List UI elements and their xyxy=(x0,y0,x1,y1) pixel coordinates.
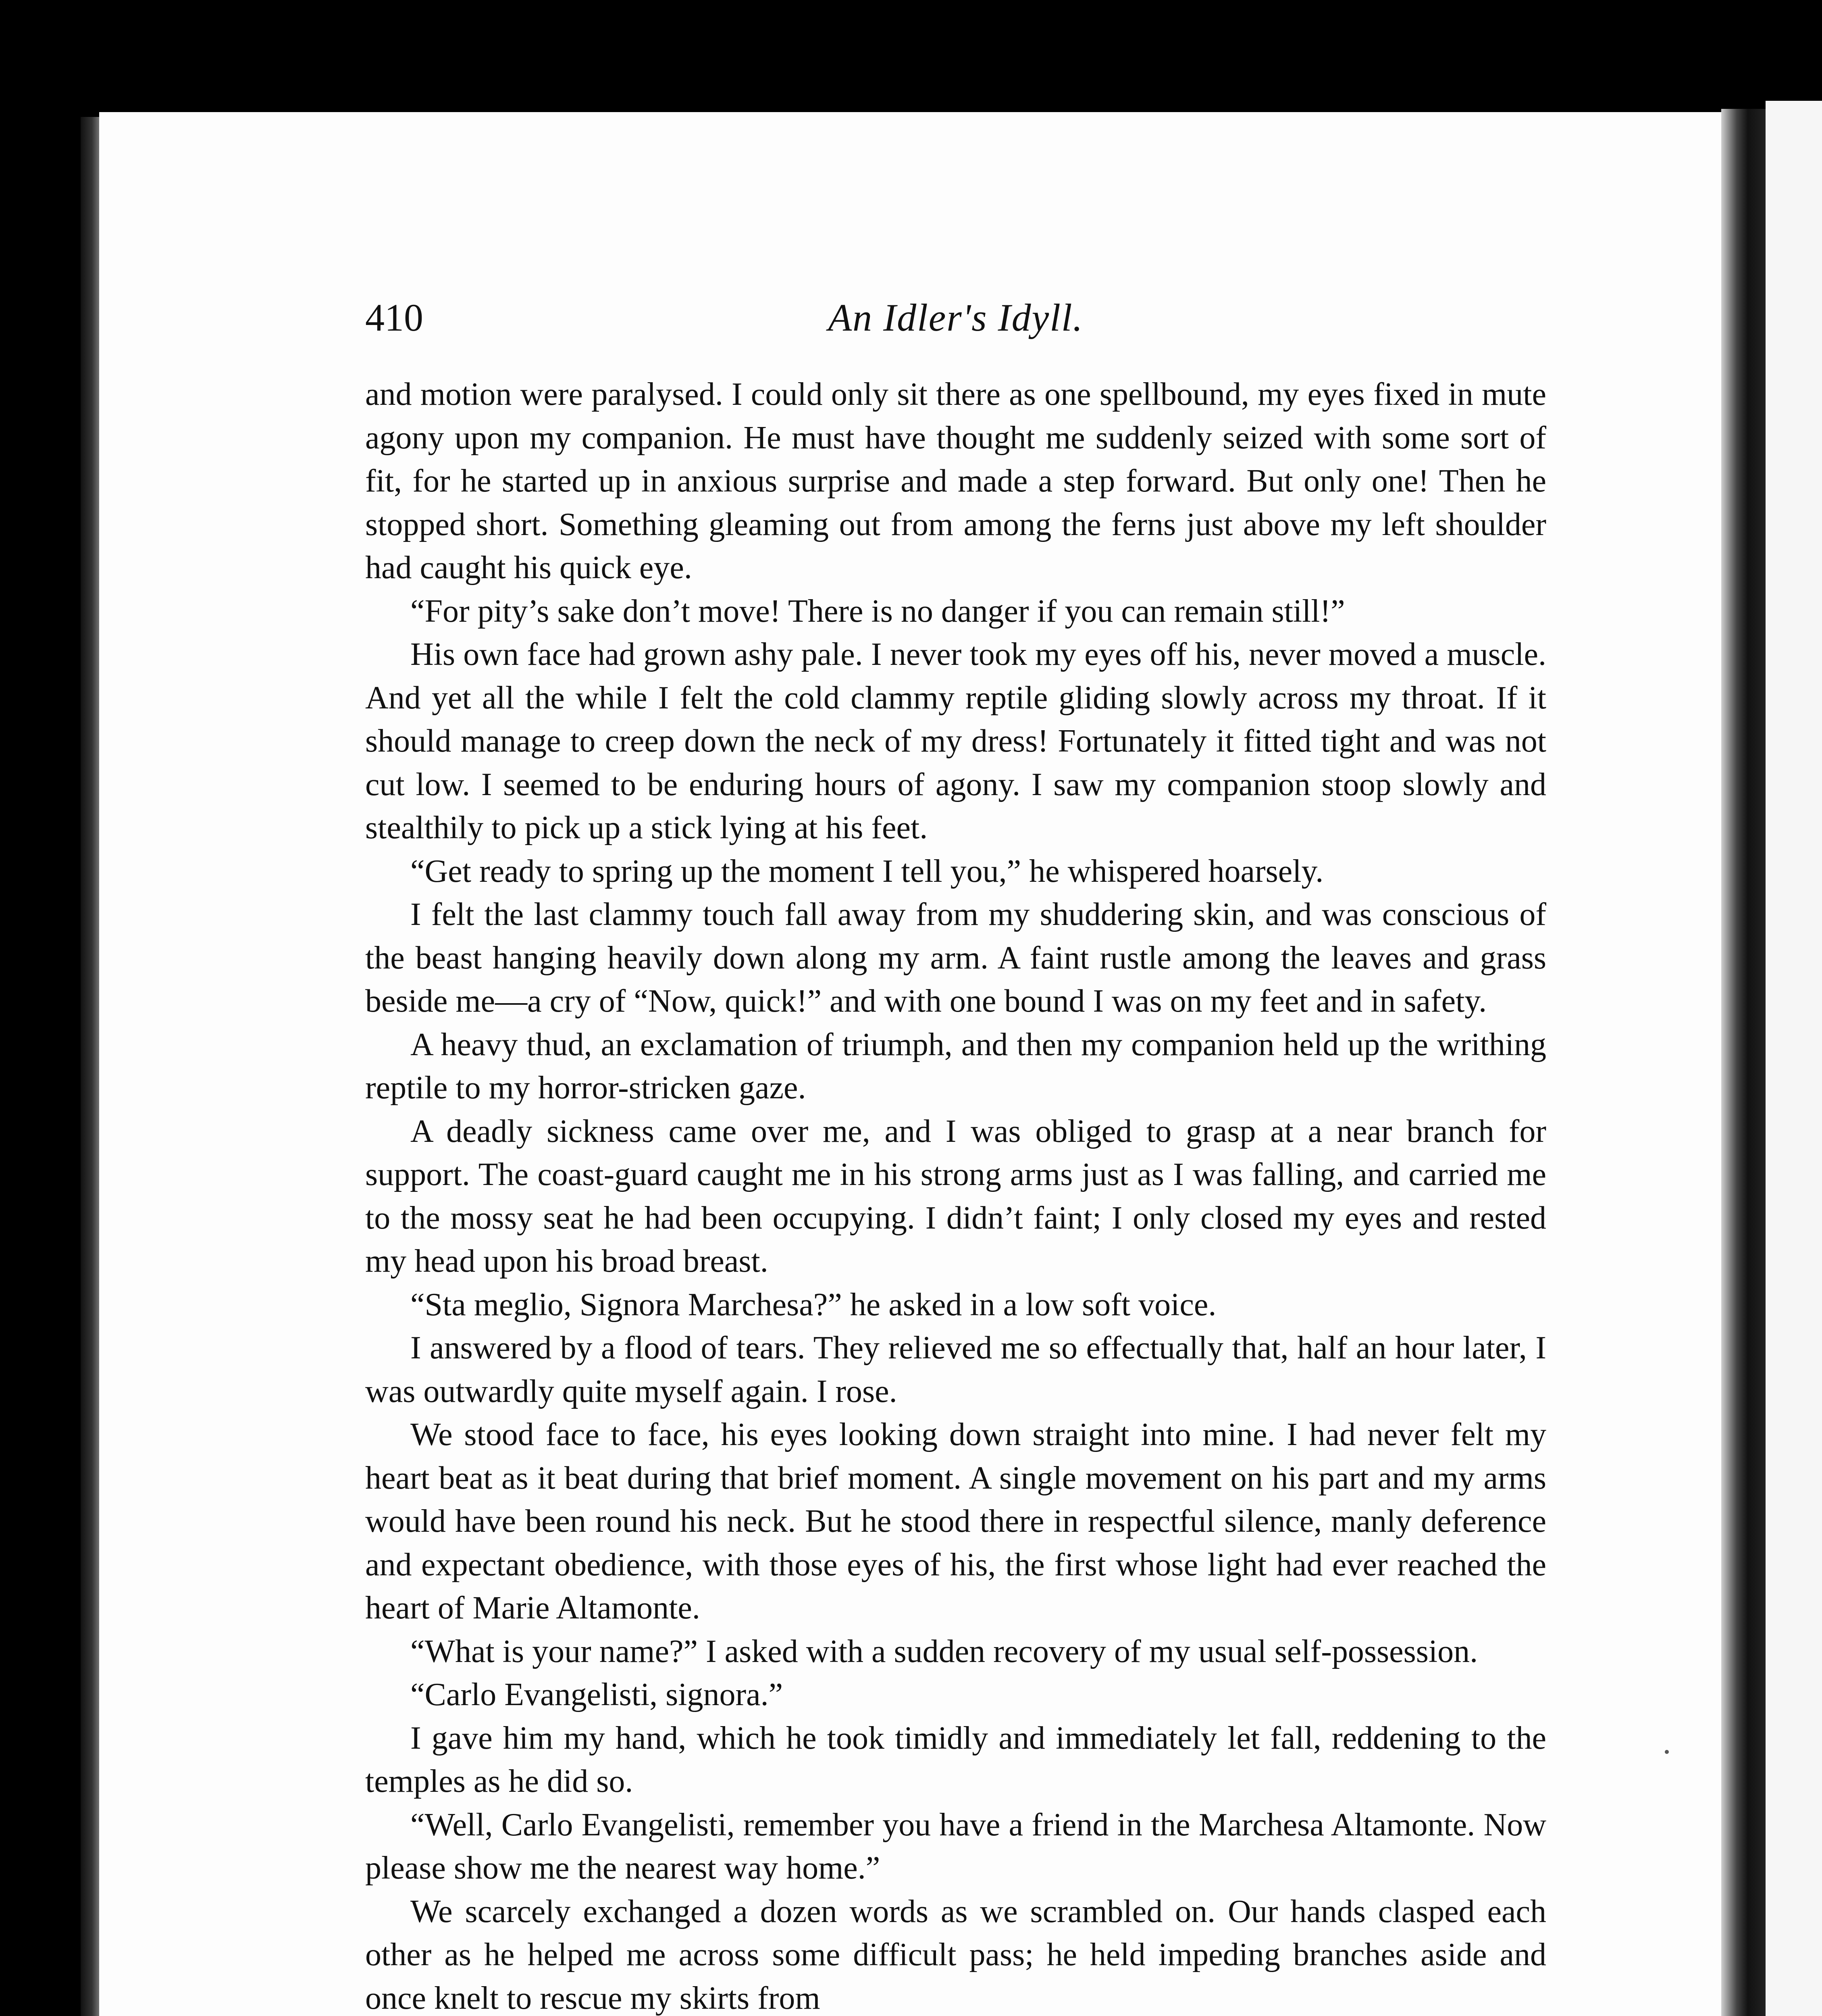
paragraph: “Carlo Evangelisti, signora.” xyxy=(410,1677,783,1712)
paragraph: I gave him my hand, which he took timidly and immediately let fall, reddening to the temples as he did so. xyxy=(365,1720,1546,1799)
paragraph: and motion were paralysed. I could only sit there as one spellbound, my eyes fixed in mute agony upon my companion. He must have thought me suddenly seized with some sort of fit, for he started up in anxious surprise and made a step forward. But only one! Then he stopped short. Something gleaming out from among the ferns just above my left shoulder had caught his quick eye. xyxy=(365,377,1546,585)
paragraph: His own face had grown ashy pale. I never took my eyes off his, never moved a muscle. And yet all the while I felt the cold clammy reptile gliding slowly across my throat. If it should manage to creep down the neck of my dress! Fortunately it fitted tight and was not cut low. I seemed to be enduring hours of agony. I saw my companion stoop slowly and stealthily to pick up a stick lying at his feet. xyxy=(365,637,1546,846)
paragraph: A deadly sickness came over me, and I was obliged to grasp at a near branch for support. The coast-guard caught me in his strong arms just as I was falling, and carried me to the mossy seat he had been occupying. I didn’t faint; I only closed my eyes and rested my head upon his broad breast. xyxy=(365,1113,1546,1279)
paragraph: We stood face to face, his eyes looking down straight into mine. I had never felt my heart beat as it beat during that brief moment. A single movement on his part and my arms would have been round his neck. But he stood there in respectful silence, manly deference and expectant obedience, with those eyes of his, the first whose light had ever reached the heart of Marie Altamonte. xyxy=(365,1417,1546,1626)
paragraph: I felt the last clammy touch fall away from my shuddering skin, and was conscious of the beast hanging heavily down along my arm. A faint rustle among the leaves and grass beside me—a cry of “Now, quick!” and with one bound I was on my feet and in safety. xyxy=(365,897,1546,1019)
paragraph: “For pity’s sake don’t move! There is no danger if you can remain still!” xyxy=(410,593,1345,629)
paragraph: A heavy thud, an exclamation of triumph, and then my companion held up the writhing reptile to my horror-stricken gaze. xyxy=(365,1027,1546,1106)
binding-edge-right xyxy=(1721,109,1766,2016)
paragraph: We scarcely exchanged a dozen words as we scrambled on. Our hands clasped each other as he helped me across some difficult pass; he held impeding branches aside and once knelt to rescue my skirts from xyxy=(365,1893,1546,2016)
page-number: 410 xyxy=(365,296,423,339)
facing-page-edge xyxy=(1766,101,1822,2016)
paragraph: I answered by a flood of tears. They relieved me so effectually that, half an hour later, I was outwardly quite myself again. I rose. xyxy=(365,1330,1546,1409)
paragraph: “What is your name?” I asked with a sudden recovery of my usual self-possession. xyxy=(410,1633,1478,1669)
scan-speck xyxy=(1665,1750,1669,1754)
running-title: An Idler's Idyll. xyxy=(828,296,1084,339)
body-text xyxy=(365,373,1546,2016)
paragraph: “Sta meglio, Signora Marchesa?” he asked in a low soft voice. xyxy=(410,1287,1217,1322)
page-header xyxy=(365,289,1546,346)
paragraph: “Get ready to spring up the moment I tell you,” he whispered hoarsely. xyxy=(410,853,1324,889)
paragraph: “Well, Carlo Evangelisti, remember you have a friend in the Marchesa Altamonte. Now please show me the nearest way home.” xyxy=(365,1807,1546,1886)
